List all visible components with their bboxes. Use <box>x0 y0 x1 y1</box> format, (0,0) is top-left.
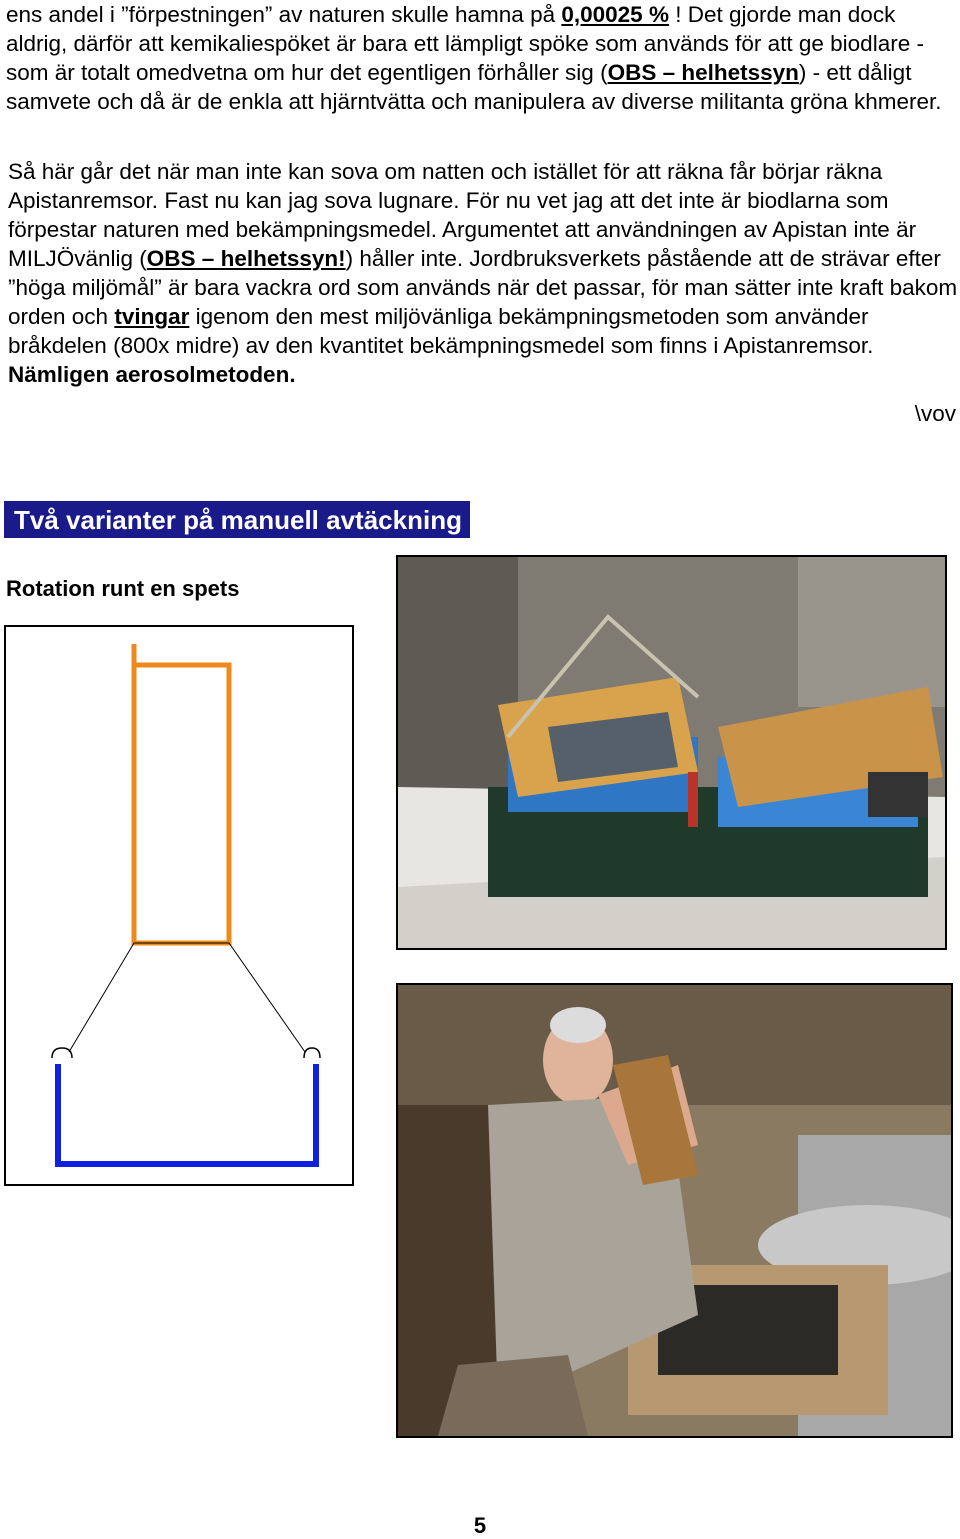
text-run: ) - ett dåligt samvete och då är de enkla att hjärntvätta och manipulera av diverse militanta gröna khmerer. <box>6 60 942 114</box>
rotation-diagram <box>4 625 354 1186</box>
author-signature: \vov <box>914 401 956 426</box>
paragraph-2 <box>8 157 958 389</box>
page-number: 5 <box>473 1513 487 1538</box>
text-run: ) håller inte. Jordbruksverkets påstående att de strävar efter ”höga miljömål” är bara vackra ord som används när det passar, för man sätter inte kraft bakom orden och <box>8 246 958 329</box>
left-hook <box>52 1048 72 1058</box>
text-run: Så här går det när man inte kan sova om natten och istället för att räkna får börjar räkna Apistanremsor. Fast nu kan jag sova lugnare. För nu vet jag att det inte är biodlarna som förpestar naturen med bekämpningsmedel. Argumentet att användningen av Apistan inte är MILJÖvänlig ( <box>8 159 917 271</box>
frame-outline <box>134 665 229 943</box>
obs-note: OBS – helhetssyn <box>607 60 799 85</box>
right-hook <box>304 1048 320 1058</box>
text-run: igenom den mest miljövänliga bekämpningsmetoden som använder bråkdelen (800x midre) av den kvantitet bekämpningsmedel som finns i Apistanremsor. <box>8 304 874 358</box>
figure-caption: Rotation runt en spets <box>6 576 240 601</box>
beekeeper-uncapping-photo <box>396 983 953 1438</box>
photo-illustration <box>398 557 945 948</box>
section-heading: Två varianter på manuell avtäckning <box>4 501 470 538</box>
emphasis-conclusion: Nämligen aerosolmetoden. <box>8 362 296 387</box>
photo-illustration <box>398 985 951 1436</box>
paragraph-1 <box>6 0 956 116</box>
tray-outline <box>58 1064 316 1164</box>
text-run: ! Det gjorde man dock aldrig, därför att kemikaliespöket är bara ett lämpligt spöke som används för att ge biodlare - som är totalt omedvetna om hur det egentligen förhåller sig ( <box>6 2 924 85</box>
text-run: ens andel i ”förpestningen” av naturen skulle hamna på <box>6 2 562 27</box>
percentage-highlight: 0,00025 % <box>561 2 669 27</box>
diagram-svg <box>6 627 352 1184</box>
uncapping-box-photo <box>396 555 947 950</box>
emphasis-tvingar: tvingar <box>114 304 190 329</box>
suspension-wires <box>69 943 305 1052</box>
obs-note: OBS – helhetssyn! <box>146 246 346 271</box>
